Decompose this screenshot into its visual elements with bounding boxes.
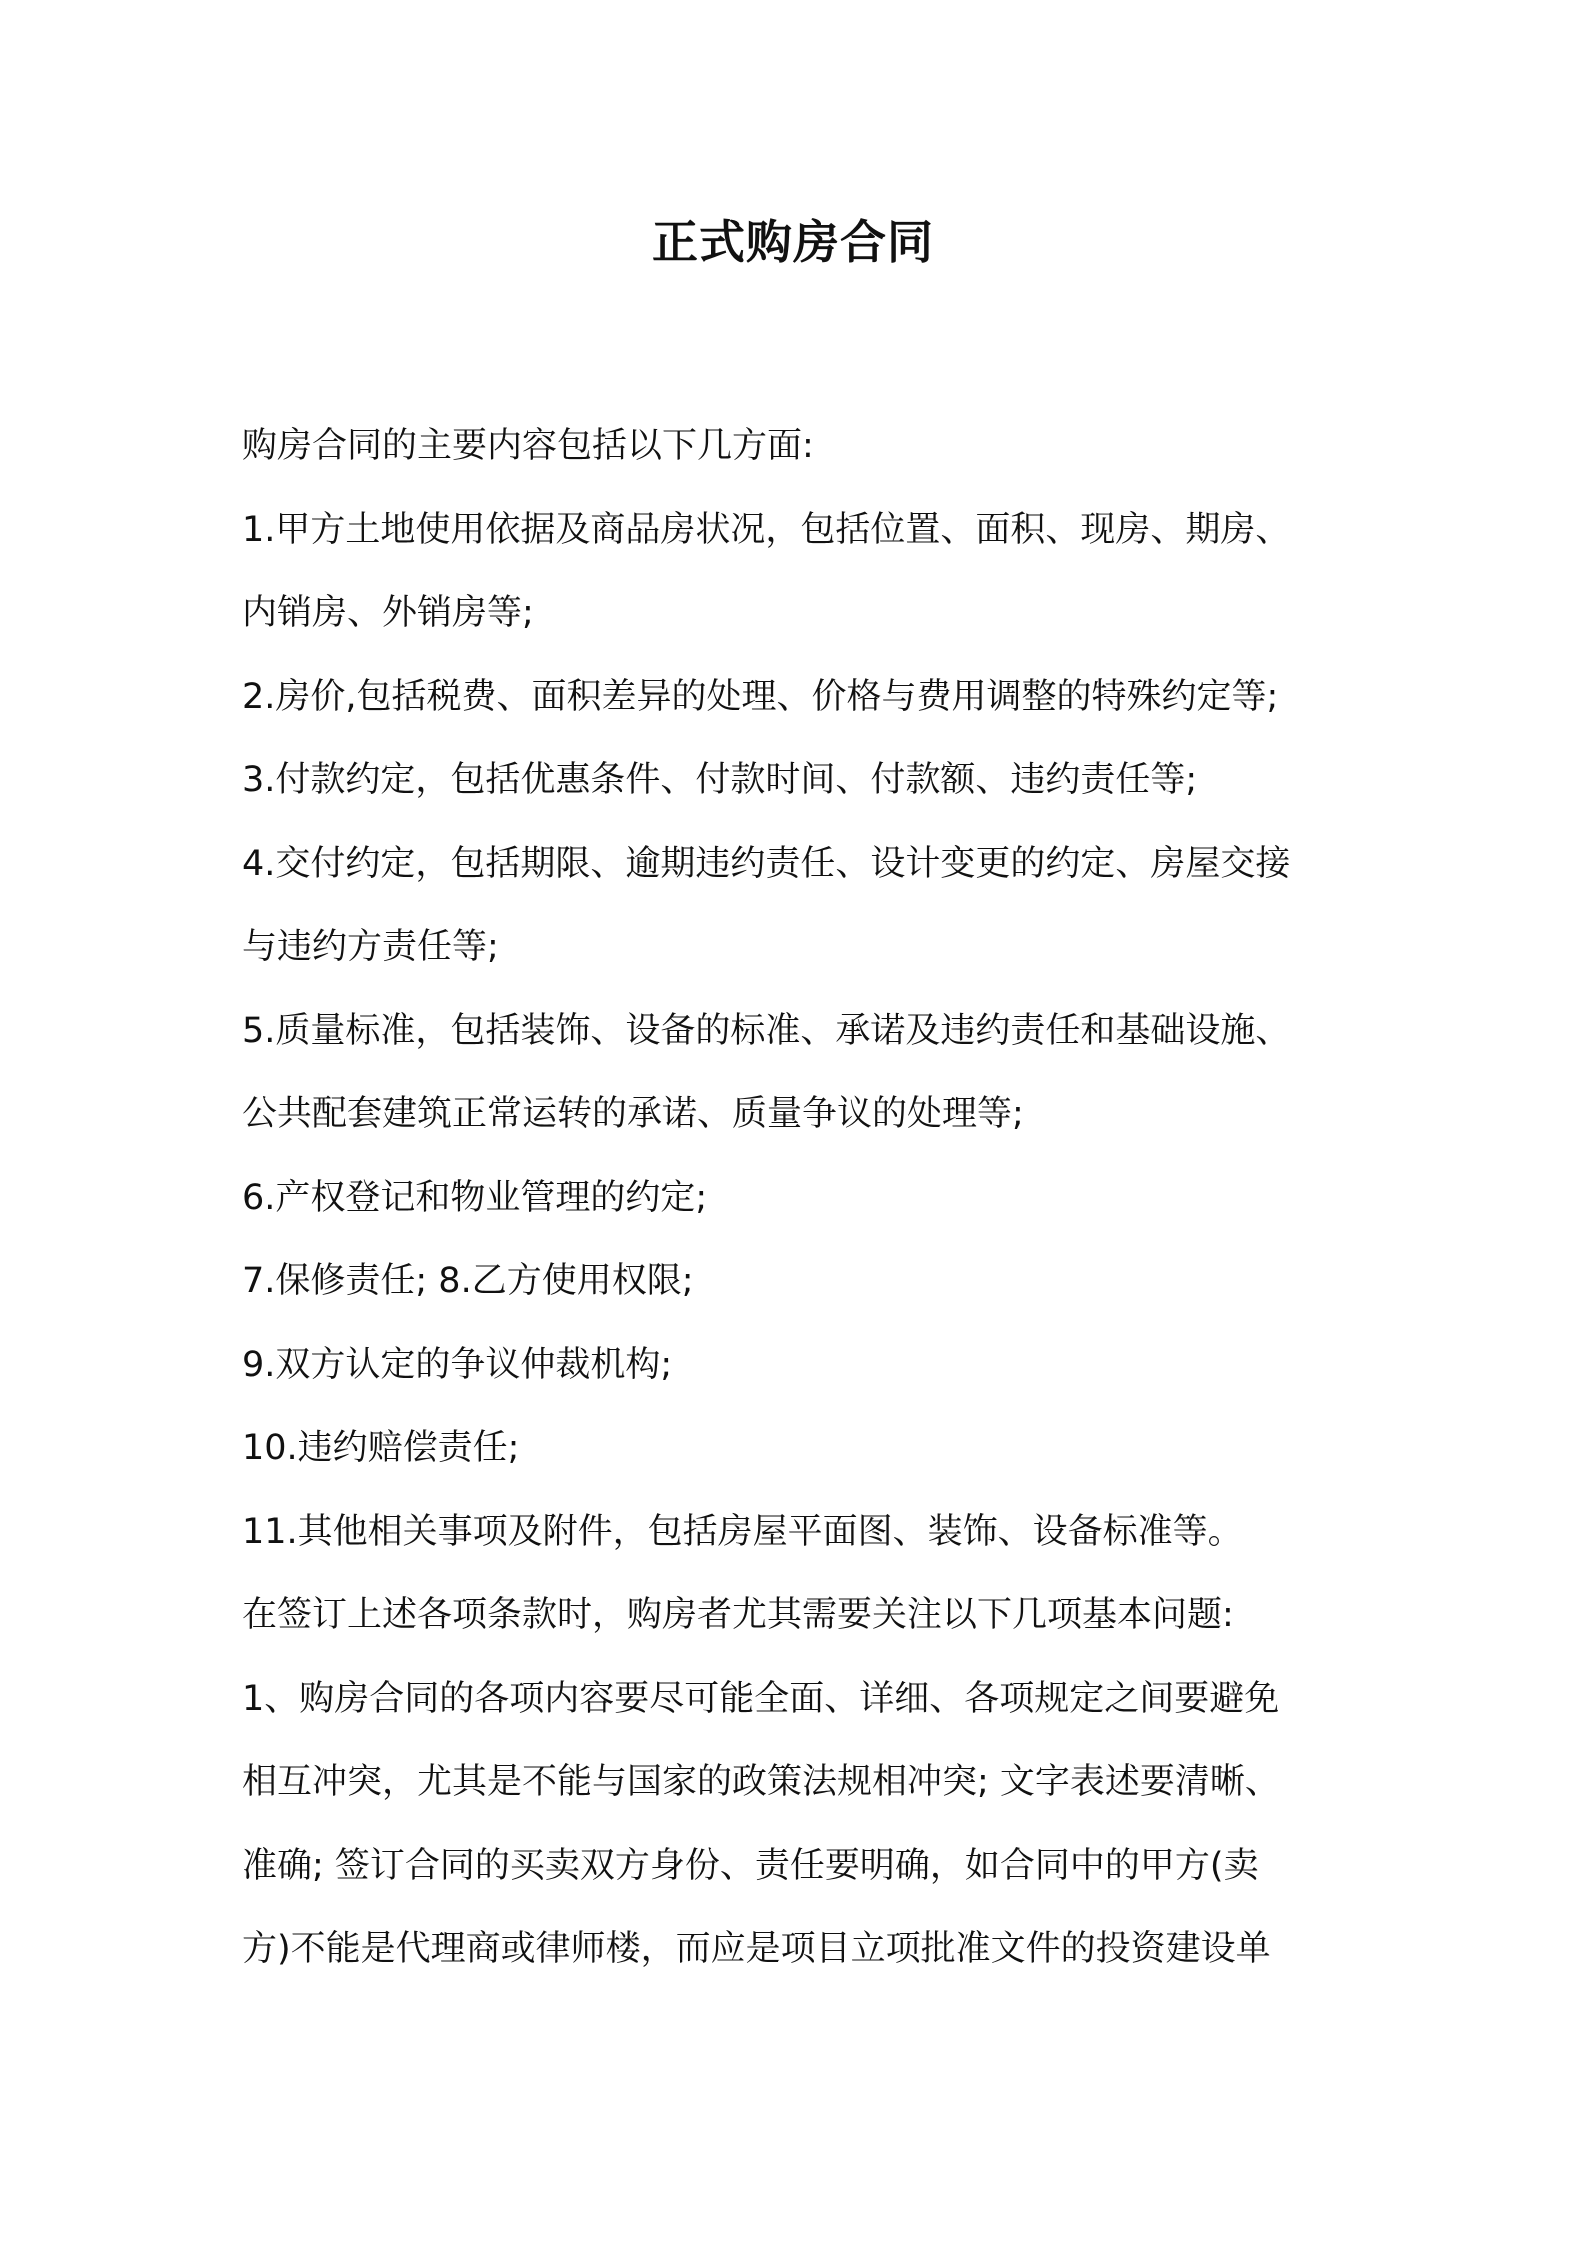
text-line: 在签订上述各项条款时，购房者尤其需要关注以下几项基本问题:	[242, 1595, 1234, 1635]
document-title: 正式购房合同	[652, 215, 934, 269]
text-line: 内销房、外销房等;	[242, 593, 534, 633]
text-line: 11.其他相关事项及附件，包括房屋平面图、装饰、设备标准等。	[242, 1511, 1243, 1552]
text-line: 1、购房合同的各项内容要尽可能全面、详细、各项规定之间要避免	[242, 1678, 1280, 1719]
text-line: 2.房价,包括税费、面积差异的处理、价格与费用调整的特殊约定等;	[242, 676, 1279, 717]
text-line: 与违约方责任等;	[242, 927, 499, 967]
text-line: 1.甲方土地使用依据及商品房状况，包括位置、面积、现房、期房、	[242, 509, 1291, 550]
text-line: 6.产权登记和物业管理的约定;	[242, 1177, 708, 1218]
text-line: 10.违约赔偿责任;	[242, 1428, 520, 1468]
text-line: 5.质量标准，包括装饰、设备的标准、承诺及违约责任和基础设施、	[242, 1010, 1291, 1051]
text-line: 购房合同的主要内容包括以下几方面:	[242, 426, 814, 466]
text-line: 9.双方认定的争议仲裁机构;	[242, 1344, 673, 1385]
text-line: 4.交付约定，包括期限、逾期违约责任、设计变更的约定、房屋交接	[242, 843, 1291, 884]
text-line: 方)不能是代理商或律师楼，而应是项目立项批准文件的投资建设单	[242, 1929, 1271, 1969]
document-body	[242, 405, 1362, 1992]
text-line: 准确; 签订合同的买卖双方身份、责任要明确，如合同中的甲方(卖	[242, 1845, 1259, 1886]
text-line: 公共配套建筑正常运转的承诺、质量争议的处理等;	[242, 1094, 1024, 1134]
text-line: 7.保修责任; 8.乙方使用权限;	[242, 1261, 694, 1301]
text-line: 3.付款约定，包括优惠条件、付款时间、付款额、违约责任等;	[242, 760, 1198, 800]
text-line: 相互冲突，尤其是不能与国家的政策法规相冲突; 文字表述要清晰、	[242, 1762, 1280, 1802]
